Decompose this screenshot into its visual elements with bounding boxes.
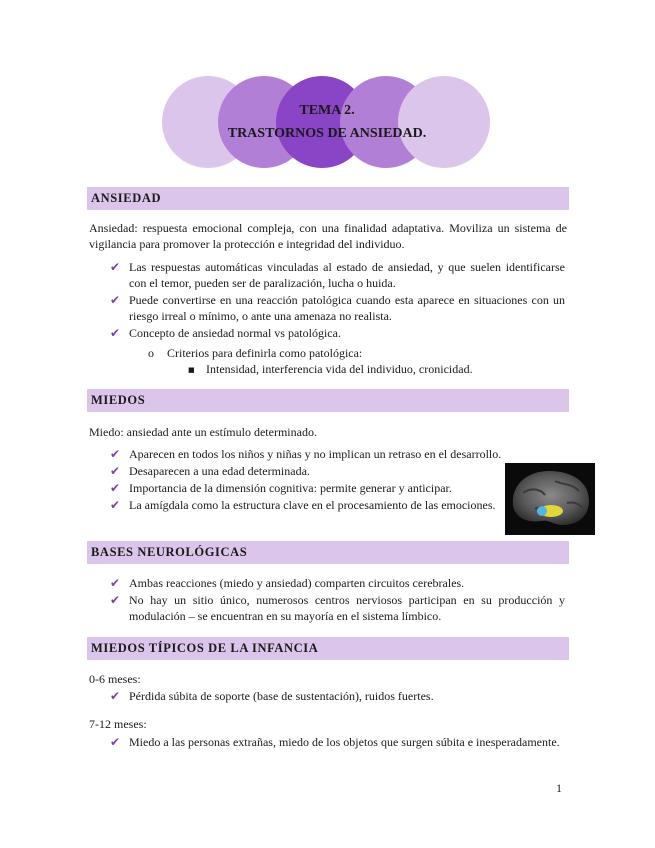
circle-bullet-icon: o [148,346,154,360]
list-item: ✔ Aparecen en todos los niños y niñas y no implican un retraso en el desarrollo. [110,447,502,461]
miedos-list [110,446,565,514]
list-item: ✔ Pérdida súbita de soporte (base de sustentación), ruidos fuertes. [110,689,434,703]
list-item: ✔ No hay un sitio único, numerosos centros nerviosos participan en su producción y modulación – se encuentran en su mayoría en el sistema límbico. [110,593,565,623]
section-heading-miedos: MIEDOS [87,389,569,412]
miedos-intro: Miedo: ansiedad ante un estímulo determinado. [89,425,317,439]
infancia-list-1 [110,688,565,705]
check-icon: ✔ [110,498,121,512]
brain-amygdala-image [505,463,595,535]
ansiedad-list [110,259,565,342]
ansiedad-intro: Ansiedad: respuesta emocional compleja, con una finalidad adaptativa. Moviliza un sistema de vigilancia para promover la protección e integridad del individuo. [89,221,567,251]
section-heading-ansiedad: ANSIEDAD [87,187,569,210]
list-item: ✔ Ambas reacciones (miedo y ansiedad) comparten circuitos cerebrales. [110,576,465,590]
list-item: ✔ Concepto de ansiedad normal vs patológica. [110,326,341,340]
list-item: ✔ Desaparecen a una edad determinada. [110,464,310,478]
check-icon: ✔ [110,735,121,749]
list-item: ✔ Las respuestas automáticas vinculadas al estado de ansiedad, y que suelen identificarse con el temor, pueden ser de paralización, lucha o huida. [110,260,565,290]
sub-list-item: o Criterios para definirla como patológica: [148,346,363,360]
brain-illustration [505,463,595,535]
check-icon: ✔ [110,293,121,307]
check-icon: ✔ [110,689,121,703]
page-number: 1 [556,781,562,795]
infancia-list-2 [110,734,565,751]
section-heading-bases: BASES NEUROLÓGICAS [87,541,569,564]
check-icon: ✔ [110,481,121,495]
list-item: ✔ Puede convertirse en una reacción patológica cuando esta aparece en situaciones con un riesgo irreal o mínimo, o ante una amenaza no realista. [110,293,565,323]
bases-list [110,575,565,625]
check-icon: ✔ [110,464,121,478]
age-group-label: 0-6 meses: [89,672,141,686]
check-icon: ✔ [110,576,121,590]
check-icon: ✔ [110,260,121,274]
list-item: ✔ Miedo a las personas extrañas, miedo de los objetos que surgen súbita e inesperadamente. [110,735,560,749]
section-heading-infancia: MIEDOS TÍPICOS DE LA INFANCIA [87,637,569,660]
square-bullet-icon: ■ [188,366,195,374]
subsub-list-item: ■ Intensidad, interferencia vida del individuo, cronicidad. [188,362,473,376]
check-icon: ✔ [110,593,121,607]
list-item: ✔ Importancia de la dimensión cognitiva: permite generar y anticipar. [110,481,452,495]
age-group-label: 7-12 meses: [89,717,147,731]
check-icon: ✔ [110,326,121,340]
title-line-2: TRASTORNOS DE ANSIEDAD. [227,126,427,141]
list-item: ✔ La amígdala como la estructura clave en el procesamiento de las emociones. [110,498,496,512]
title-line-1: TEMA 2. [299,103,355,118]
page-title [140,99,514,145]
check-icon: ✔ [110,447,121,461]
